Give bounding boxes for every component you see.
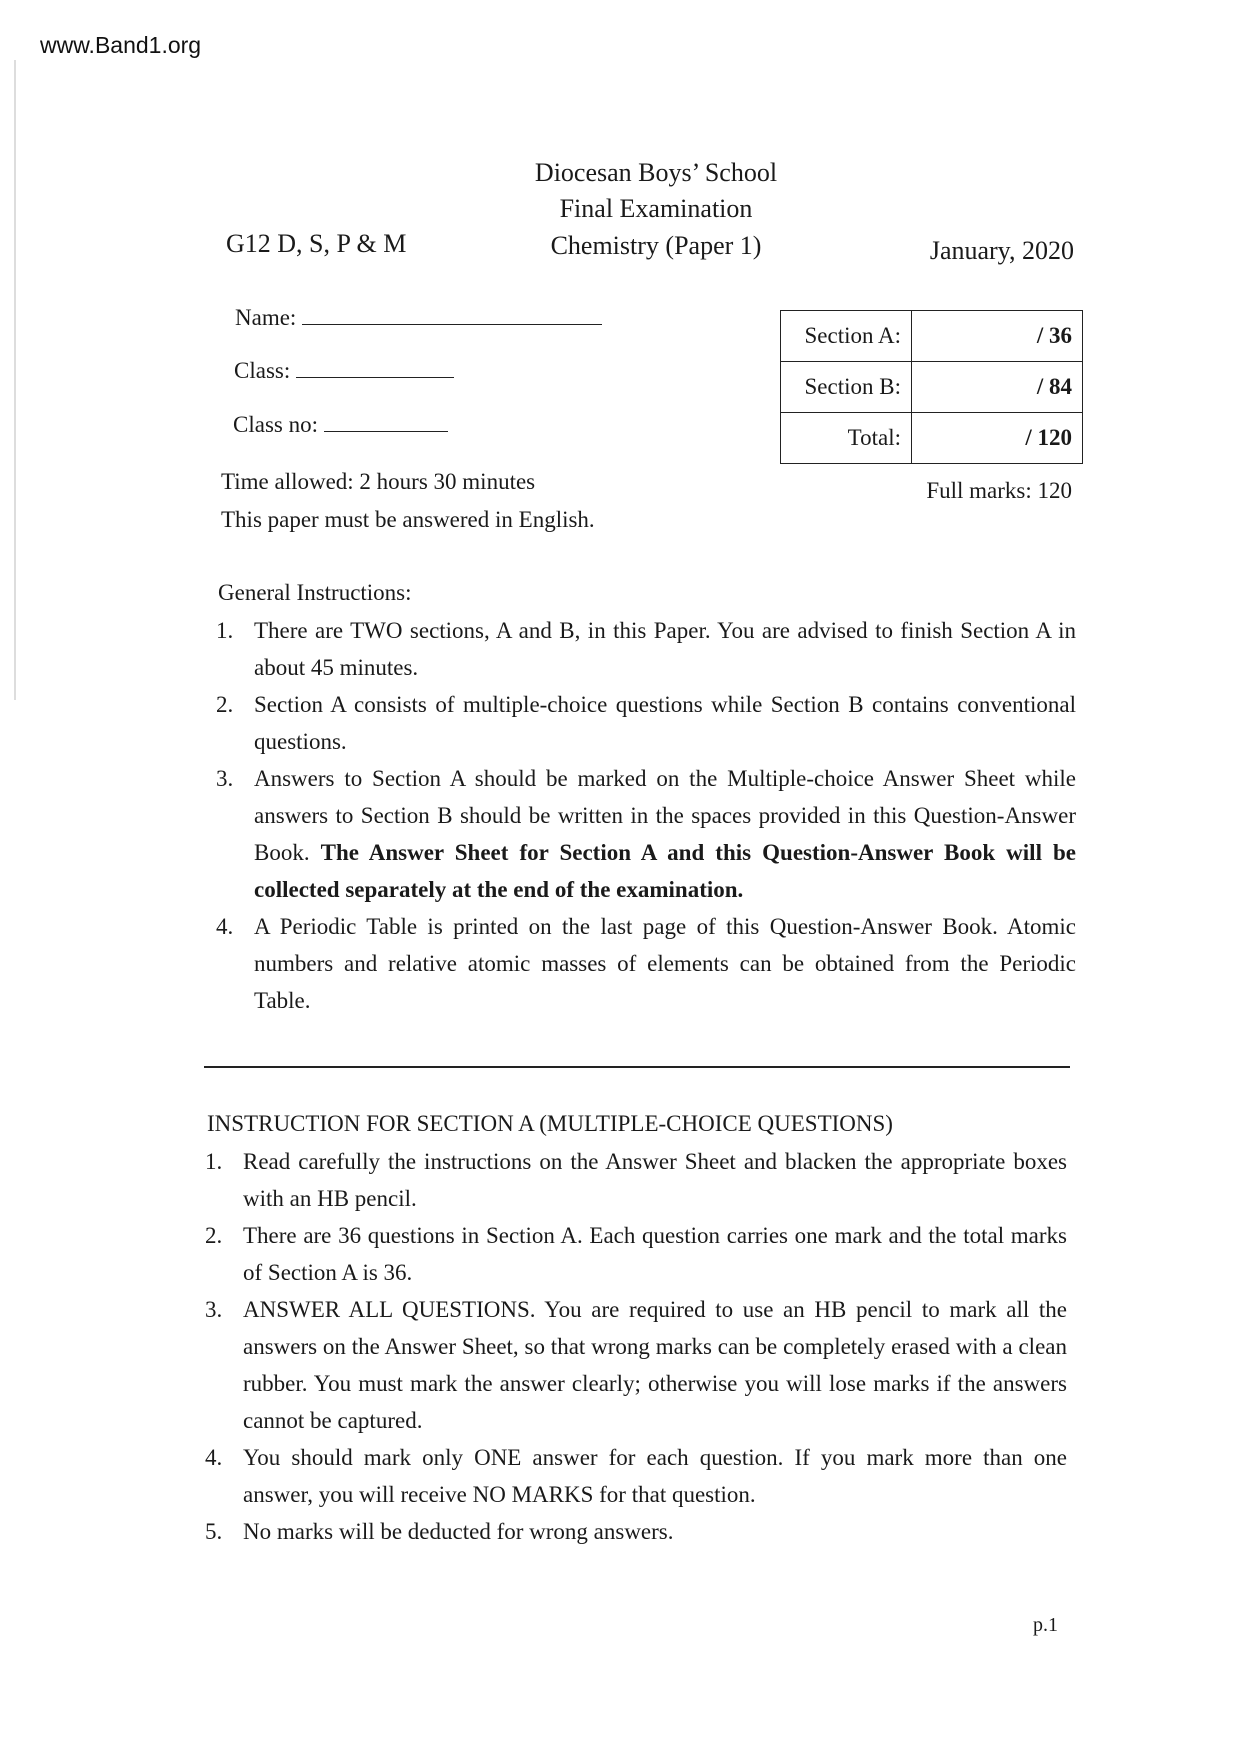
item-number: 2. [205, 1223, 223, 1248]
divider [204, 1066, 1070, 1068]
exam-title: Final Examination [559, 194, 753, 223]
class-blank[interactable] [296, 377, 454, 378]
general-instructions-list [216, 612, 1076, 1019]
full-marks: Full marks: 120 [926, 478, 1072, 503]
item-text: You should mark only ONE answer for each question. If you mark more than one answer, you will receive NO MARKS for that question. [243, 1445, 1067, 1507]
marks-value: / 36 [912, 311, 1083, 362]
class-no-field[interactable] [233, 412, 448, 438]
school-name: Diocesan Boys’ School [534, 158, 778, 187]
item-text: There are 36 questions in Section A. Each question carries one mark and the total marks of Section A is 36. [243, 1223, 1067, 1285]
marks-label: Total: [781, 413, 912, 464]
item-text: Answers to Section A should be marked on the Multiple-choice Answer Sheet while answers to Section B should be written in the spaces provided in this Question-Answer Book. [254, 766, 1076, 865]
marks-table [780, 310, 1083, 464]
marks-label: Section A: [781, 311, 912, 362]
marks-row [781, 362, 1083, 413]
marks-row [781, 413, 1083, 464]
time-allowed: Time allowed: 2 hours 30 minutes [221, 469, 536, 494]
list-item [205, 1291, 1067, 1439]
list-item [216, 612, 1076, 686]
subject-title: Chemistry (Paper 1) [550, 231, 762, 260]
list-item [205, 1217, 1067, 1291]
list-item [216, 686, 1076, 760]
item-number: 1. [216, 618, 234, 643]
exam-date: January, 2020 [929, 236, 1074, 265]
general-instructions-title: General Instructions: [218, 580, 412, 605]
class-no-label: Class no: [233, 412, 318, 437]
name-field[interactable] [235, 305, 602, 331]
item-number: 4. [216, 914, 234, 939]
list-item [205, 1513, 1067, 1550]
list-item [216, 760, 1076, 908]
page-number: p.1 [1033, 1614, 1058, 1636]
marks-value: / 120 [912, 413, 1083, 464]
item-number: 2. [216, 692, 234, 717]
item-number: 3. [216, 766, 234, 791]
item-text: There are TWO sections, A and B, in this Paper. You are advised to finish Section A in about 45 minutes. [254, 618, 1076, 680]
name-label: Name: [235, 305, 297, 330]
watermark: www.Band1.org [40, 32, 202, 58]
marks-label: Section B: [781, 362, 912, 413]
section-a-instructions-list [205, 1143, 1067, 1550]
list-item [216, 908, 1076, 1019]
item-number: 5. [205, 1519, 223, 1544]
item-number: 4. [205, 1445, 223, 1470]
section-a-title: INSTRUCTION FOR SECTION A (MULTIPLE-CHOICE QUESTIONS) [207, 1111, 893, 1136]
item-text: Read carefully the instructions on the Answer Sheet and blacken the appropriate boxes with an HB pencil. [243, 1149, 1067, 1211]
class-groups: G12 D, S, P & M [226, 229, 407, 258]
language-note: This paper must be answered in English. [221, 507, 595, 532]
item-number: 3. [205, 1297, 223, 1322]
class-field[interactable] [234, 358, 454, 384]
scan-edge [14, 60, 16, 700]
item-number: 1. [205, 1149, 223, 1174]
name-blank[interactable] [302, 324, 602, 325]
class-label: Class: [234, 358, 291, 383]
item-text: A Periodic Table is printed on the last page of this Question-Answer Book. Atomic numbers and relative atomic masses of elements can be obtained from the Periodic Table. [254, 914, 1076, 1013]
list-item [205, 1143, 1067, 1217]
item-text: Section A consists of multiple-choice questions while Section B contains conventional questions. [254, 692, 1076, 754]
item-bold-text: The Answer Sheet for Section A and this Question-Answer Book will be collected separately at the end of the examination. [254, 840, 1077, 902]
marks-row [781, 311, 1083, 362]
item-text: No marks will be deducted for wrong answers. [243, 1519, 674, 1544]
marks-value: / 84 [912, 362, 1083, 413]
item-text: ANSWER ALL QUESTIONS. You are required to use an HB pencil to mark all the answers on the Answer Sheet, so that wrong marks can be completely erased with a clean rubber. You must mark the answer clearly; otherwise you will lose marks if the answers cannot be captured. [243, 1297, 1067, 1433]
class-no-blank[interactable] [324, 431, 448, 432]
list-item [205, 1439, 1067, 1513]
